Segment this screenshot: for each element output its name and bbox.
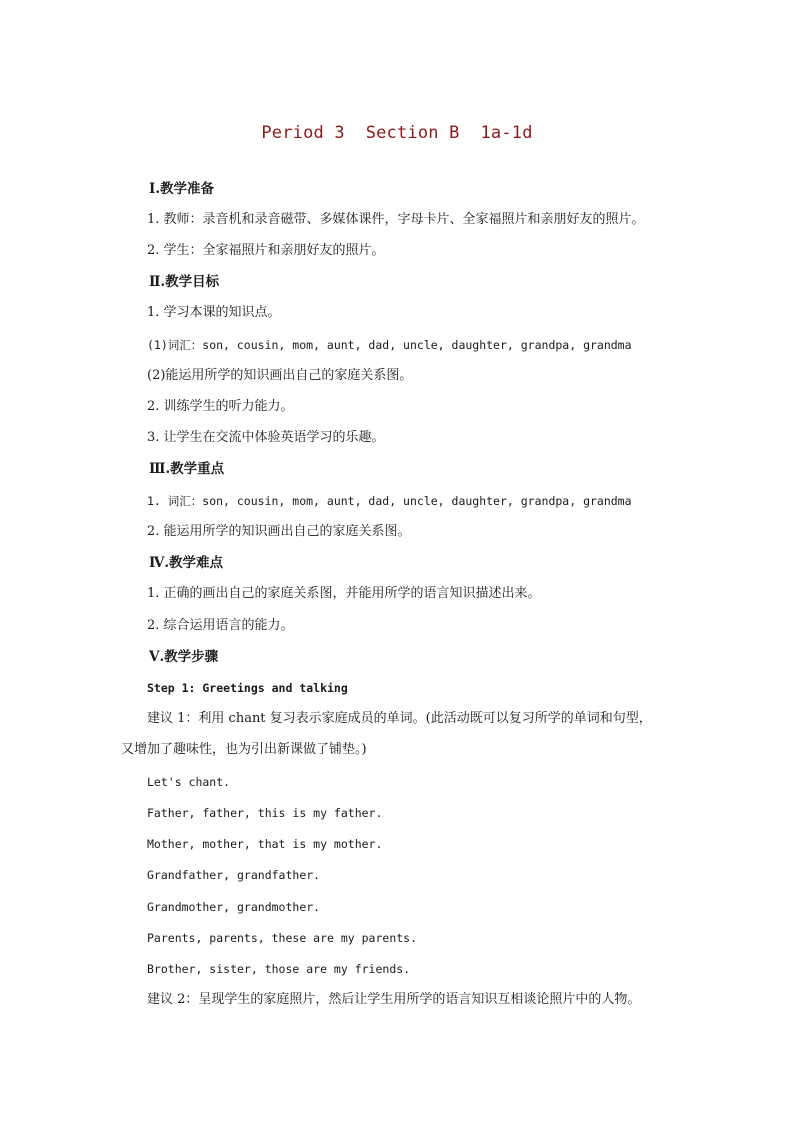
chant-line: Parents, parents, these are my parents. bbox=[147, 931, 418, 945]
difficulty-item: 1. 正确的画出自己的家庭关系图，并能用所学的语言知识描述出来。 bbox=[147, 586, 541, 601]
preparation-item-teacher: 1. 教师：录音机和录音磁带、多媒体课件，字母卡片、全家福照片和亲朋好友的照片。 bbox=[147, 212, 645, 227]
section-heading-key-points: Ⅲ.教学重点 bbox=[149, 461, 225, 477]
objective-item: 2. 训练学生的听力能力。 bbox=[147, 399, 294, 414]
difficulty-item: 2. 综合运用语言的能力。 bbox=[147, 618, 294, 633]
section-heading-objectives: Ⅱ.教学目标 bbox=[149, 274, 220, 290]
suggestion-1-line-1: 建议 1：利用 chant 复习表示家庭成员的单词。(此活动既可以复习所学的单词和句型， bbox=[147, 711, 652, 726]
section-heading-preparation: Ⅰ.教学准备 bbox=[149, 181, 215, 197]
section-heading-difficulties: Ⅳ.教学难点 bbox=[149, 555, 224, 571]
step-title: Step 1: Greetings and talking bbox=[147, 681, 348, 695]
chant-line: Grandmother, grandmother. bbox=[147, 900, 321, 914]
page-title: Period 3 Section B 1a-1d bbox=[261, 123, 533, 143]
objective-item: 1. 学习本课的知识点。 bbox=[147, 305, 281, 320]
preparation-item-student: 2. 学生：全家福照片和亲朋好友的照片。 bbox=[147, 243, 385, 258]
chant-line: Mother, mother, that is my mother. bbox=[147, 837, 383, 851]
key-point-vocabulary: 1. 词汇：son, cousin, mom, aunt, dad, uncle, daughter, grandpa, grandma bbox=[147, 494, 632, 508]
key-point-item: 2. 能运用所学的知识画出自己的家庭关系图。 bbox=[147, 524, 411, 539]
suggestion-1-line-2: 又增加了趣味性，也为引出新课做了铺垫。) bbox=[121, 742, 367, 757]
objective-item: 3. 让学生在交流中体验英语学习的乐趣。 bbox=[147, 430, 385, 445]
chant-line: Let's chant. bbox=[147, 775, 231, 789]
objective-item: (2)能运用所学的知识画出自己的家庭关系图。 bbox=[147, 368, 413, 383]
objective-vocabulary: (1)词汇：son, cousin, mom, aunt, dad, uncle, daughter, grandpa, grandma bbox=[147, 338, 632, 352]
section-heading-steps: Ⅴ.教学步骤 bbox=[149, 649, 219, 665]
chant-line: Father, father, this is my father. bbox=[147, 806, 383, 820]
chant-line: Brother, sister, those are my friends. bbox=[147, 962, 411, 976]
suggestion-2: 建议 2：呈现学生的家庭照片，然后让学生用所学的语言知识互相谈论照片中的人物。 bbox=[147, 992, 641, 1007]
chant-line: Grandfather, grandfather. bbox=[147, 868, 321, 882]
